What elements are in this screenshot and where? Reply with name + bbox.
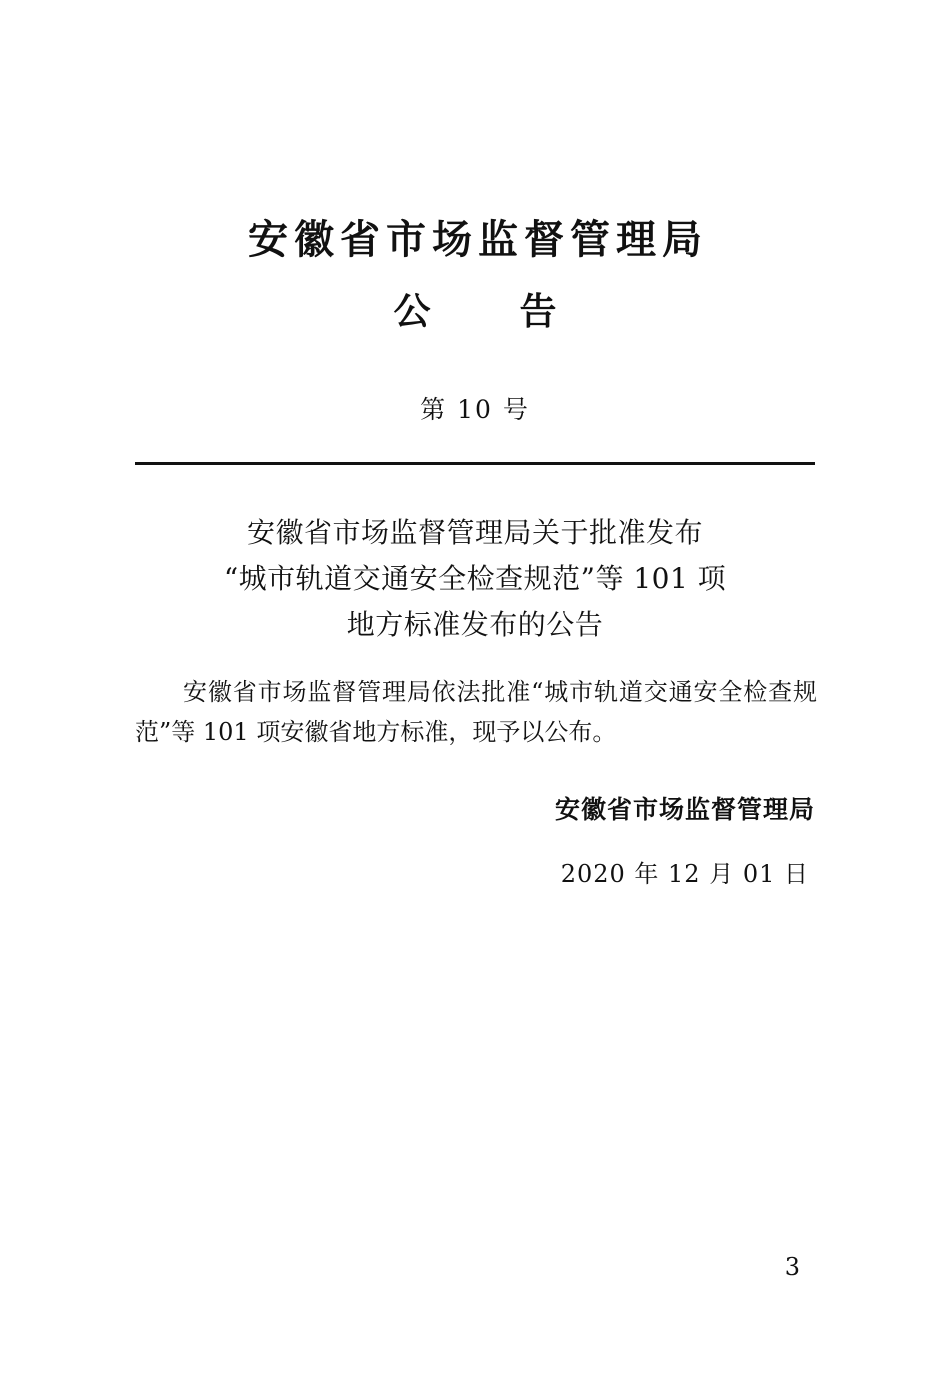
issuing-organization-title: 安徽省市场监督管理局 <box>248 216 708 263</box>
masthead <box>0 215 950 335</box>
issue-number: 第 10 号 <box>420 395 530 424</box>
document-kind-label: 公 告 <box>393 289 583 333</box>
announcement-body-paragraph: 安徽省市场监督管理局依法批准“城市轨道交通安全检查规范”等 101 项安徽省地方标准，现予以公布。 <box>135 678 817 746</box>
horizontal-divider <box>135 462 815 465</box>
signature-date: 2020 年 12 月 01 日 <box>560 860 809 888</box>
page-number: 3 <box>784 1253 800 1281</box>
announcement-title <box>135 510 815 648</box>
announcement-title-line-1: 安徽省市场监督管理局关于批准发布 <box>246 516 703 549</box>
announcement-title-line-3: 地方标准发布的公告 <box>346 608 604 641</box>
signature-organization: 安徽省市场监督管理局 <box>554 795 815 824</box>
announcement-title-line-2: “城市轨道交通安全检查规范”等 101 项 <box>223 562 727 595</box>
signature-block <box>135 790 817 889</box>
